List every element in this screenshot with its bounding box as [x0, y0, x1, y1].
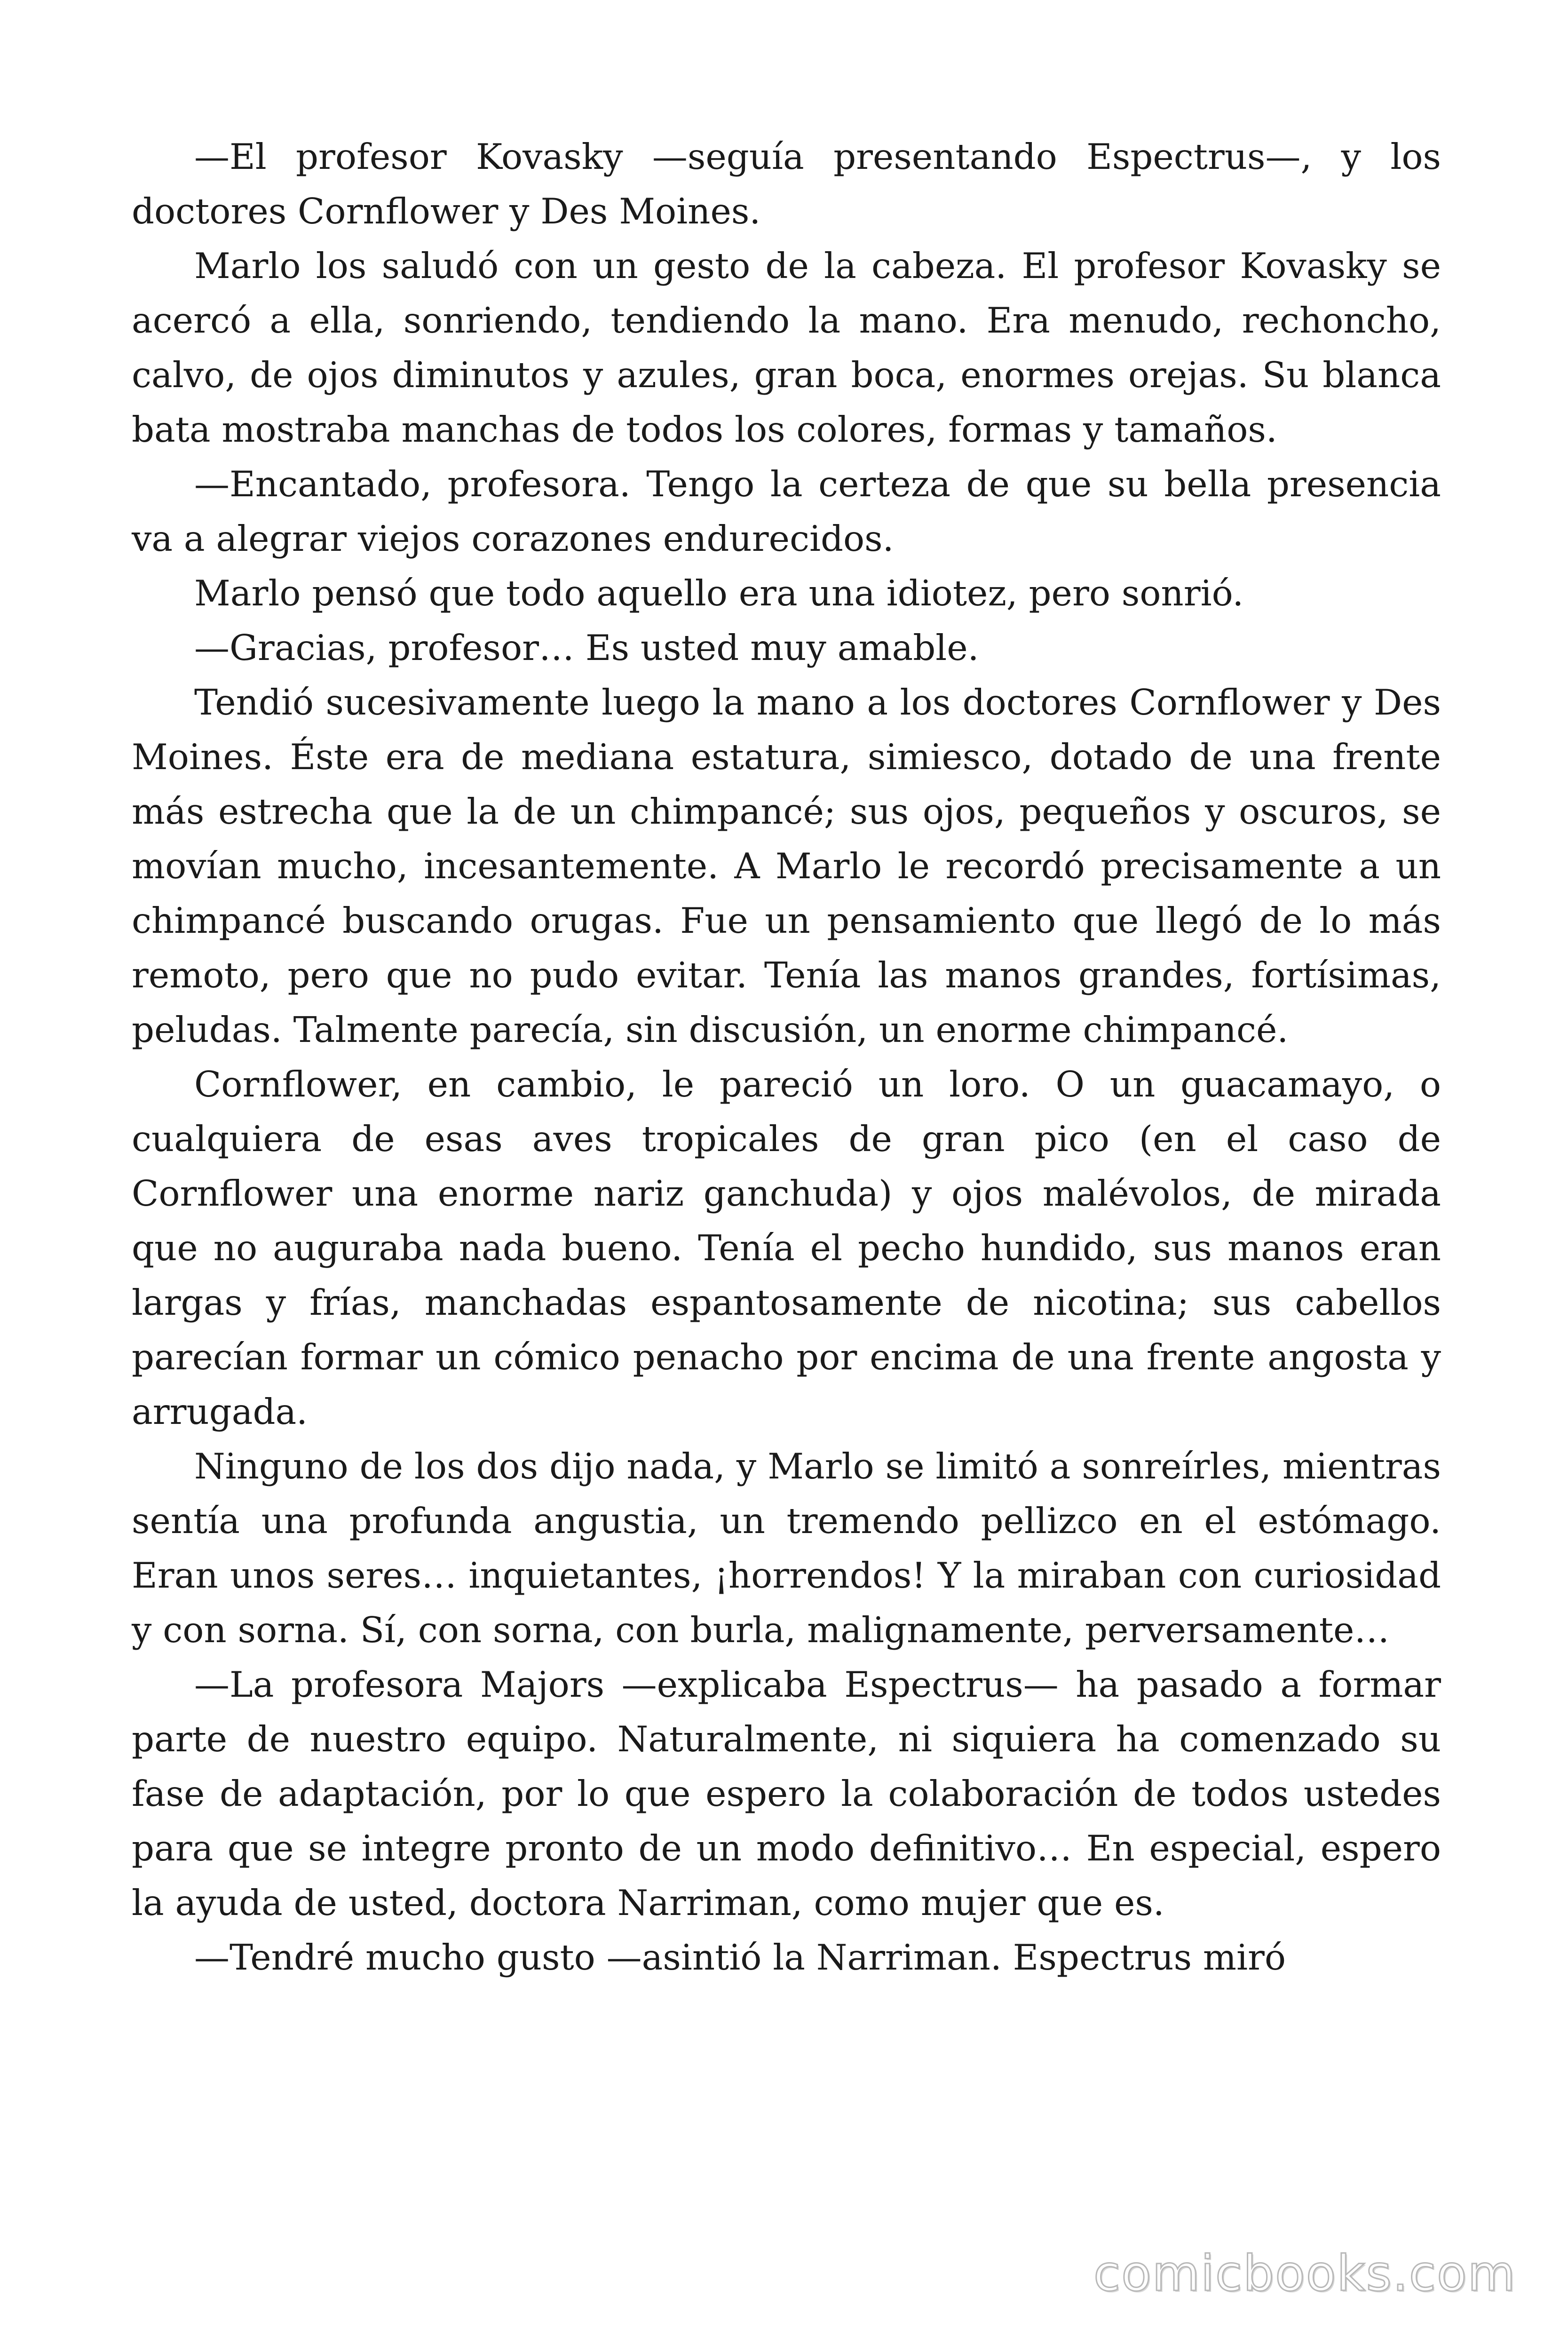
paragraph: —Gracias, profesor… Es usted muy amable. [194, 627, 979, 668]
paragraph: —El profesor Kovasky —seguía presentando Espectrus—, y los doctores Cornflower y Des Moines. [132, 136, 1441, 232]
paragraph: Marlo los saludó con un gesto de la cabeza. El profesor Kovasky se acercó a ella, sonriendo, tendiendo la mano. Era menudo, rechoncho, calvo, de ojos diminutos y azules, gran boca, enormes orejas. Su blanca bata mostraba manchas de todos los colores, formas y tamaños. [132, 245, 1441, 450]
paragraph: Tendió sucesivamente luego la mano a los doctores Cornflower y Des Moines. Éste era de mediana estatura, simiesco, dotado de una frente más estrecha que la de un chimpancé; sus ojos, pequeños y oscuros, se movían mucho, incesantemente. A Marlo le recordó precisamente a un chimpancé buscando orugas. Fue un pensamiento que llegó de lo más remoto, pero que no pudo evitar. Tenía las manos grandes, fortísimas, peludas. Talmente parecía, sin discusión, un enorme chimpancé. [132, 682, 1441, 1050]
paragraph: Cornflower, en cambio, le pareció un loro. O un guacamayo, o cualquiera de esas aves tropicales de gran pico (en el caso de Cornflower una enorme nariz ganchuda) y ojos malévolos, de mirada que no auguraba nada bueno. Tenía el pecho hundido, sus manos eran largas y frías, manchadas espantosamente de nicotina; sus cabellos parecían formar un cómico penacho por encima de una frente angosta y arrugada. [132, 1064, 1441, 1432]
paragraph: —Encantado, profesora. Tengo la certeza de que su bella presencia va a alegrar viejos corazones endurecidos. [132, 463, 1441, 559]
paragraph: Marlo pensó que todo aquello era una idiotez, pero sonrió. [194, 572, 1244, 614]
watermark: comicbooks.com [1093, 2245, 1516, 2302]
paragraph: —Tendré mucho gusto —asintió la Narriman. Espectrus miró [194, 1937, 1286, 1978]
paragraph: —La profesora Majors —explicaba Espectrus— ha pasado a formar parte de nuestro equipo. Naturalmente, ni siquiera ha comenzado su fase de adaptación, por lo que espero la colaboración de todos ustedes para que se integre pronto de un modo definitivo… En especial, espero la ayuda de usted, doctora Narriman, como mujer que es. [132, 1664, 1441, 1923]
paragraph: Ninguno de los dos dijo nada, y Marlo se limitó a sonreírles, mientras sentía una profunda angustia, un tremendo pellizco en el estómago. Eran unos seres… inquietantes, ¡horrendos! Y la miraban con curiosidad y con sorna. Sí, con sorna, con burla, malignamente, perversamente… [132, 1446, 1441, 1651]
book-page-text [132, 129, 1441, 1985]
